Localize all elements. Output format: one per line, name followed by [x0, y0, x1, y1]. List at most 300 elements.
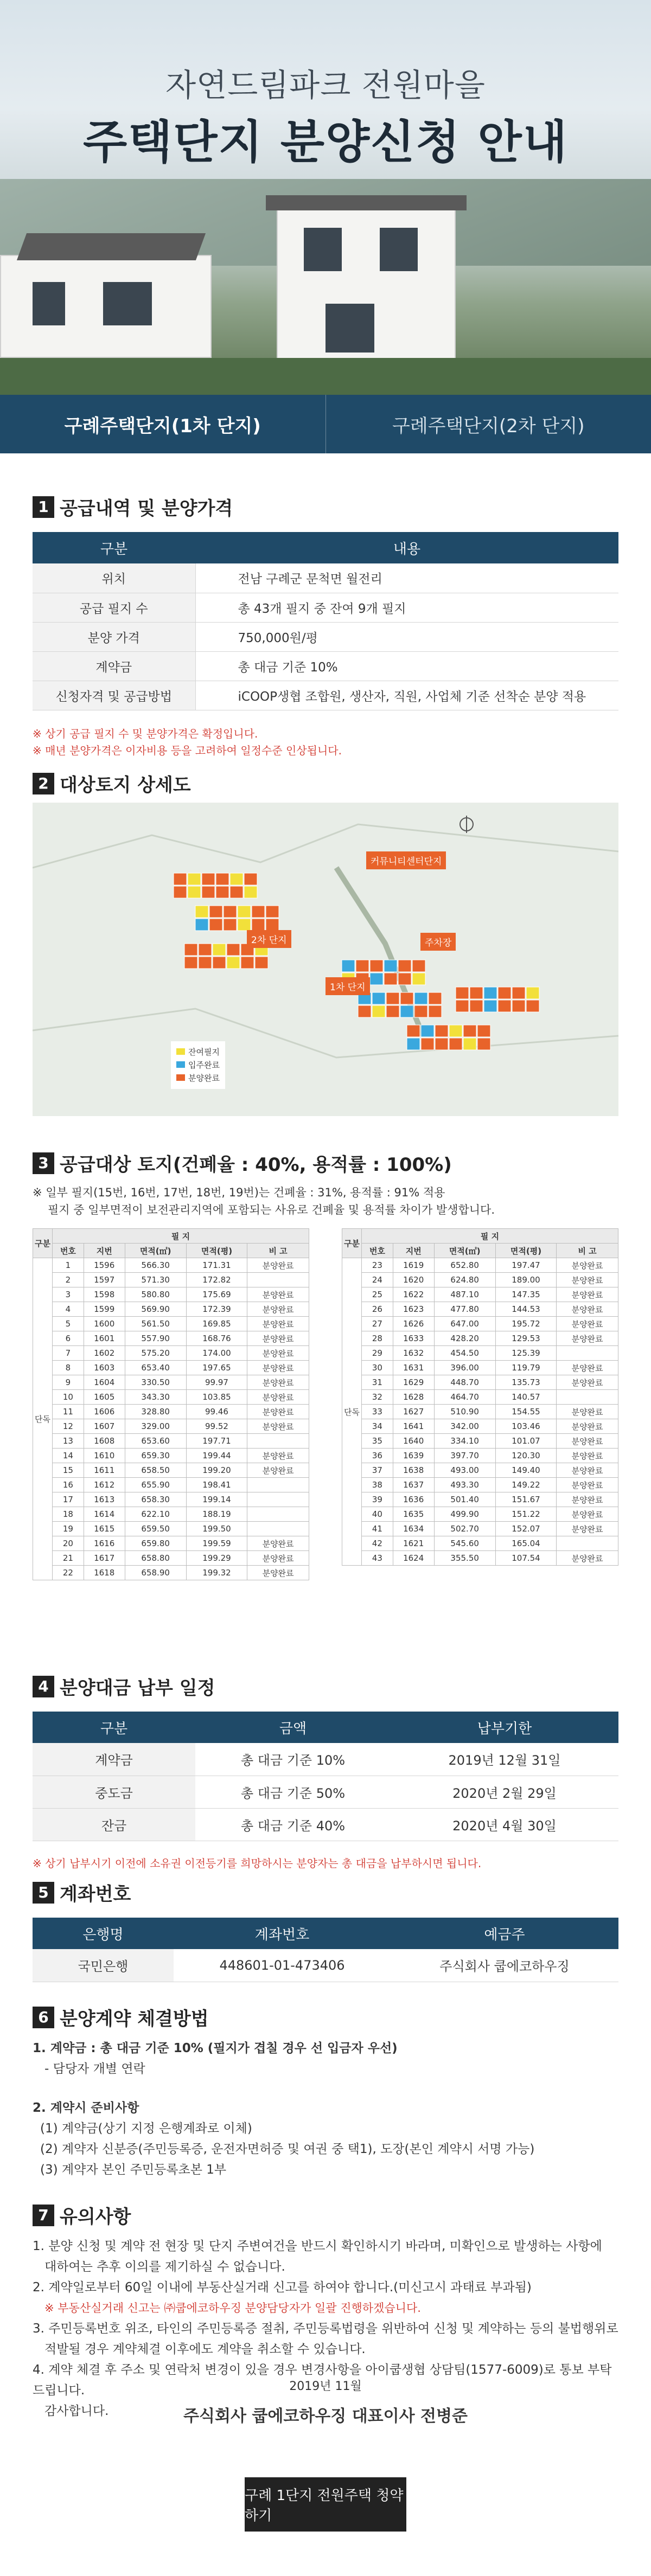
table-cell: 1635	[393, 1507, 434, 1522]
table-row	[33, 1375, 309, 1390]
map-lot	[449, 1025, 462, 1037]
table-cell: 561.50	[125, 1317, 186, 1331]
map-lot	[498, 1000, 511, 1012]
table-cell: 분양완료	[557, 1492, 618, 1507]
table-cell: 1631	[393, 1361, 434, 1375]
map-lot	[358, 1005, 371, 1017]
table-cell: 1614	[84, 1507, 125, 1522]
table-cell: 24	[362, 1273, 393, 1287]
table-header: 지번	[84, 1244, 125, 1258]
table-cell: 199.50	[186, 1522, 247, 1536]
table-cell: 1607	[84, 1419, 125, 1434]
tab-phase1[interactable]: 구례주택단지(1차 단지)	[0, 395, 326, 453]
map-lot	[356, 960, 369, 972]
notice-line: 2. 계약일로부터 60일 이내에 부동산실거래 신고를 하여야 합니다.(미신고시 과태료 부과됨)	[33, 2280, 532, 2295]
table-header: 지번	[393, 1244, 434, 1258]
table-cell: 653.60	[125, 1434, 186, 1449]
table-cell	[557, 1346, 618, 1361]
map-lot	[184, 944, 197, 956]
payment-note: ※ 상기 납부시기 이전에 소유권 이전등기를 희망하시는 분양자는 총 대금을 납부하시면 됩니다.	[33, 1856, 482, 1870]
map-lot	[209, 919, 222, 931]
footer-company: 주식회사 쿱에코하우징 대표이사 전병준	[183, 2407, 468, 2426]
table-cell: 분양 가격	[33, 622, 195, 651]
table-cell: 1611	[84, 1463, 125, 1478]
table-cell: 36	[362, 1449, 393, 1463]
section-heading	[33, 2202, 618, 2228]
table-row	[33, 1522, 309, 1536]
tab-phase2[interactable]: 구례주택단지(2차 단지)	[392, 415, 585, 437]
table-cell: 분양완료	[247, 1463, 309, 1478]
table-row	[33, 1331, 309, 1346]
table-cell: 129.53	[495, 1331, 556, 1346]
table-cell: 188.19	[186, 1507, 247, 1522]
map-lot	[266, 919, 279, 931]
section-heading	[33, 1879, 618, 1906]
table-cell: 149.40	[495, 1463, 556, 1478]
table-cell: 1	[53, 1258, 84, 1273]
table-cell: 343.30	[125, 1390, 186, 1405]
table-row	[342, 1463, 618, 1478]
table-row	[33, 1390, 309, 1405]
map-lot	[456, 1000, 469, 1012]
table-cell: 26	[362, 1302, 393, 1317]
table-cell: 103.46	[495, 1419, 556, 1434]
table-row	[342, 1551, 618, 1566]
table-cell: 1639	[393, 1449, 434, 1463]
house-left-roof	[17, 233, 206, 260]
table-cell: 175.69	[186, 1287, 247, 1302]
map-lot	[224, 919, 237, 931]
section-map	[33, 770, 618, 797]
table-header: 구분	[33, 1229, 53, 1258]
table-row	[342, 1273, 618, 1287]
table-cell: 487.10	[434, 1287, 495, 1302]
table-cell: 120.30	[495, 1449, 556, 1463]
contract-subitem: - 담당자 개별 연락	[44, 2062, 145, 2076]
table-cell: 37	[362, 1463, 393, 1478]
table-cell: 199.20	[186, 1463, 247, 1478]
table-cell: 16	[53, 1478, 84, 1492]
table-cell: 분양완료	[557, 1507, 618, 1522]
map-lot	[407, 1038, 420, 1050]
table-cell: 1617	[84, 1551, 125, 1566]
table-cell: 659.80	[125, 1536, 186, 1551]
table-cell: 502.70	[434, 1522, 495, 1536]
table-row	[342, 1317, 618, 1331]
section-number: 5	[33, 1882, 54, 1904]
map-lot	[188, 886, 201, 898]
section-account	[33, 1879, 618, 1982]
window	[33, 282, 65, 325]
table-cell: 분양완료	[247, 1551, 309, 1566]
map-lot	[386, 1005, 399, 1017]
table-cell: 1621	[393, 1536, 434, 1551]
table-cell: 28	[362, 1331, 393, 1346]
section-contract	[33, 2004, 618, 2180]
map-lot	[386, 992, 399, 1004]
table-row	[33, 1776, 618, 1808]
table-row	[33, 1551, 309, 1566]
table-cell: 750,000원/평	[195, 622, 618, 651]
map-lot	[484, 987, 497, 999]
table-cell: 99.52	[186, 1419, 247, 1434]
table-cell: 165.04	[495, 1536, 556, 1551]
map-lot	[174, 886, 187, 898]
map-lot	[213, 944, 226, 956]
table-cell: 1628	[393, 1390, 434, 1405]
table-cell: 199.14	[186, 1492, 247, 1507]
payment-table	[33, 1712, 618, 1841]
table-cell: 총 대금 기준 10%	[195, 651, 618, 681]
table-cell: 152.07	[495, 1522, 556, 1536]
map-lot	[398, 960, 411, 972]
legend-swatch	[176, 1061, 185, 1068]
table-header: 면적(㎡)	[434, 1244, 495, 1258]
table-row	[342, 1375, 618, 1390]
table-cell: 분양완료	[247, 1449, 309, 1463]
table-cell: 355.50	[434, 1551, 495, 1566]
table-cell: 569.90	[125, 1302, 186, 1317]
table-cell: 1640	[393, 1434, 434, 1449]
map-lot	[252, 906, 265, 918]
lot-table-right	[342, 1228, 618, 1566]
table-row	[342, 1390, 618, 1405]
table-header: 비 고	[247, 1244, 309, 1258]
table-cell: 2020년 2월 29일	[391, 1776, 618, 1808]
map-lot	[477, 1038, 490, 1050]
table-cell: 42	[362, 1536, 393, 1551]
table-cell: 154.55	[495, 1405, 556, 1419]
table-cell: 분양완료	[557, 1258, 618, 1273]
table-header: 내용	[195, 532, 618, 563]
contract-subitem: (1) 계약금(상기 지정 은행계좌로 이체)	[40, 2122, 252, 2136]
section-title: 대상토지 상세도	[60, 774, 191, 796]
map-lot	[412, 973, 425, 985]
table-cell: 99.46	[186, 1405, 247, 1419]
section-number: 3	[33, 1152, 54, 1174]
map-lot	[526, 987, 539, 999]
map-lot	[238, 906, 251, 918]
contract-subitem: (2) 계약자 신분증(주민등록증, 운전자면허증 및 여권 중 택1), 도장(본인 계약시 서명 가능)	[40, 2142, 535, 2156]
table-cell: 위치	[33, 563, 195, 593]
table-cell: 34	[362, 1419, 393, 1434]
table-cell: 1603	[84, 1361, 125, 1375]
table-row	[33, 1287, 309, 1302]
map-lot	[227, 944, 240, 956]
map-lot	[463, 1038, 476, 1050]
table-cell: 4	[53, 1302, 84, 1317]
table-cell	[557, 1536, 618, 1551]
table-cell: 328.80	[125, 1405, 186, 1419]
table-cell: 25	[362, 1287, 393, 1302]
lot-group: 단독	[342, 1258, 362, 1566]
map-lot	[449, 1038, 462, 1050]
table-cell: 23	[362, 1258, 393, 1273]
table-cell: 1615	[84, 1522, 125, 1536]
map-lot	[435, 1038, 448, 1050]
table-cell: 2020년 4월 30일	[391, 1808, 618, 1841]
table-cell: 1641	[393, 1419, 434, 1434]
window	[304, 228, 342, 271]
table-cell: 197.47	[495, 1258, 556, 1273]
table-cell	[247, 1492, 309, 1507]
label-parking: 주차장	[420, 933, 456, 951]
table-cell: 125.39	[495, 1346, 556, 1361]
table-cell: 6	[53, 1331, 84, 1346]
table-cell: 분양완료	[247, 1536, 309, 1551]
table-cell: 계약금	[33, 651, 195, 681]
table-cell: 분양완료	[557, 1405, 618, 1419]
table-cell: 총 대금 기준 50%	[195, 1776, 391, 1808]
table-cell: 계약금	[33, 1743, 195, 1776]
table-cell: 분양완료	[247, 1287, 309, 1302]
table-cell: 448.70	[434, 1375, 495, 1390]
table-row	[33, 1566, 309, 1580]
supply-note: ※ 매년 분양가격은 이자비용 등을 고려하여 일정수준 인상됩니다.	[33, 744, 342, 757]
table-cell	[247, 1273, 309, 1287]
table-cell: 571.30	[125, 1273, 186, 1287]
table-cell: 647.00	[434, 1317, 495, 1331]
table-cell: 135.73	[495, 1375, 556, 1390]
table-cell: 1604	[84, 1375, 125, 1390]
site-map-drawing	[33, 803, 618, 1116]
table-row	[342, 1449, 618, 1463]
table-cell: 18	[53, 1507, 84, 1522]
section-number: 2	[33, 773, 54, 794]
map-lot	[241, 957, 254, 969]
table-cell: 총 43개 필지 중 잔여 9개 필지	[195, 593, 618, 622]
map-lot	[498, 987, 511, 999]
section-number: 6	[33, 2007, 54, 2028]
table-header: 비 고	[557, 1244, 618, 1258]
table-cell: 168.76	[186, 1331, 247, 1346]
table-row	[342, 1522, 618, 1536]
table-row	[33, 1434, 309, 1449]
table-cell: 493.30	[434, 1478, 495, 1492]
table-cell: 149.22	[495, 1478, 556, 1492]
table-cell: 1613	[84, 1492, 125, 1507]
table-cell: 1627	[393, 1405, 434, 1419]
table-cell	[247, 1507, 309, 1522]
table-row	[33, 1317, 309, 1331]
map-lot	[370, 960, 383, 972]
table-cell: 분양완료	[557, 1478, 618, 1492]
table-cell: 107.54	[495, 1551, 556, 1566]
account-table	[33, 1918, 618, 1982]
table-cell: 11	[53, 1405, 84, 1419]
table-header: 구분	[342, 1229, 362, 1258]
legend-item	[176, 1072, 220, 1085]
map-lot	[244, 886, 257, 898]
table-cell: 분양완료	[247, 1375, 309, 1390]
map-lot	[230, 886, 243, 898]
apply-button[interactable]: 구례 1단지 전원주택 청약하기	[245, 2477, 406, 2532]
table-cell: 분양완료	[557, 1273, 618, 1287]
table-cell: 658.90	[125, 1566, 186, 1580]
table-cell: 199.59	[186, 1536, 247, 1551]
table-row	[33, 1478, 309, 1492]
map-lot	[398, 973, 411, 985]
map-lot	[230, 873, 243, 885]
label-phase2: 2차 단지	[247, 930, 291, 948]
map-lot	[213, 957, 226, 969]
table-cell: 31	[362, 1375, 393, 1390]
table-row	[342, 1536, 618, 1551]
notice-line: 적발될 경우 계약체결 이후에도 계약을 취소할 수 있습니다.	[44, 2342, 366, 2356]
table-cell: 652.80	[434, 1258, 495, 1273]
table-cell: 5	[53, 1317, 84, 1331]
table-cell: 1599	[84, 1302, 125, 1317]
table-row	[33, 1492, 309, 1507]
table-cell: 분양완료	[247, 1390, 309, 1405]
table-cell: 분양완료	[557, 1287, 618, 1302]
table-cell: 분양완료	[247, 1566, 309, 1580]
table-cell: 전남 구례군 문척면 월전리	[195, 563, 618, 593]
table-cell: 1610	[84, 1449, 125, 1463]
table-cell	[247, 1478, 309, 1492]
contract-item: 2. 계약시 준비사항	[33, 2101, 139, 2115]
table-row	[33, 1949, 618, 1982]
table-cell: 40	[362, 1507, 393, 1522]
table-cell: 659.50	[125, 1522, 186, 1536]
table-cell: 199.44	[186, 1449, 247, 1463]
table-row	[342, 1478, 618, 1492]
map-lot	[266, 906, 279, 918]
table-cell: 99.97	[186, 1375, 247, 1390]
map-lot	[195, 906, 208, 918]
table-row	[33, 1743, 618, 1776]
section-supply	[33, 494, 618, 759]
table-cell: 분양완료	[557, 1522, 618, 1536]
table-cell: 197.65	[186, 1361, 247, 1375]
table-cell: 10	[53, 1390, 84, 1405]
map-lot	[227, 957, 240, 969]
table-cell: iCOOP생협 조합원, 생산자, 직원, 사업체 기준 선착순 분양 적용	[195, 681, 618, 710]
lot-table-left	[33, 1228, 309, 1580]
table-cell: 172.39	[186, 1302, 247, 1317]
map-lot	[174, 873, 187, 885]
table-cell: 1622	[393, 1287, 434, 1302]
map-lot	[188, 873, 201, 885]
legend-swatch	[176, 1048, 185, 1055]
table-cell: 1623	[393, 1302, 434, 1317]
table-cell: 중도금	[33, 1776, 195, 1808]
map-lot	[372, 1005, 385, 1017]
table-cell: 분양완료	[557, 1449, 618, 1463]
table-cell: 1616	[84, 1536, 125, 1551]
lot-note: 필지 중 일부면적이 보전관리지역에 포함되는 사유로 건폐율 및 용적률 차이가 발생합니다.	[48, 1203, 495, 1216]
map-lot	[477, 1025, 490, 1037]
table-row	[33, 1346, 309, 1361]
table-cell	[247, 1522, 309, 1536]
table-cell: 1612	[84, 1478, 125, 1492]
map-lot	[526, 1000, 539, 1012]
table-cell: 1624	[393, 1551, 434, 1566]
window	[103, 282, 152, 325]
table-cell: 1632	[393, 1346, 434, 1361]
table-cell: 2019년 12월 31일	[391, 1743, 618, 1776]
table-cell: 38	[362, 1478, 393, 1492]
table-cell: 493.00	[434, 1463, 495, 1478]
table-cell: 41	[362, 1522, 393, 1536]
table-cell: 분양완료	[557, 1434, 618, 1449]
table-cell: 1633	[393, 1331, 434, 1346]
table-cell: 397.70	[434, 1449, 495, 1463]
table-cell: 501.40	[434, 1492, 495, 1507]
table-cell: 14	[53, 1449, 84, 1463]
contract-item: 1. 계약금 : 총 대금 기준 10% (필지가 겹칠 경우 선 입금자 우선)	[33, 2041, 398, 2055]
map-lot	[407, 1025, 420, 1037]
label-community: 커뮤니티센터단지	[366, 851, 446, 869]
map-lot	[372, 992, 385, 1004]
table-cell: 1601	[84, 1331, 125, 1346]
section-payment	[33, 1673, 618, 1872]
table-row	[342, 1419, 618, 1434]
table-cell: 분양완료	[247, 1331, 309, 1346]
table-cell: 499.90	[434, 1507, 495, 1522]
table-cell: 144.53	[495, 1302, 556, 1317]
table-row	[33, 1273, 309, 1287]
section-heading	[33, 1673, 618, 1700]
table-cell: 1602	[84, 1346, 125, 1361]
bank-name: 국민은행	[33, 1949, 174, 1982]
table-cell: 1620	[393, 1273, 434, 1287]
table-cell: 199.32	[186, 1566, 247, 1580]
table-row	[342, 1287, 618, 1302]
table-cell: 분양완료	[557, 1331, 618, 1346]
legend-label: 잔여필지	[188, 1047, 220, 1057]
table-cell: 22	[53, 1566, 84, 1580]
table-cell: 545.60	[434, 1536, 495, 1551]
table-row	[33, 1536, 309, 1551]
table-cell: 334.10	[434, 1434, 495, 1449]
table-row	[33, 1419, 309, 1434]
map-lot	[435, 1025, 448, 1037]
table-row	[342, 1405, 618, 1419]
table-cell: 172.82	[186, 1273, 247, 1287]
complex-tabs	[0, 395, 651, 453]
table-cell: 330.50	[125, 1375, 186, 1390]
section-heading	[33, 2004, 618, 2030]
map-lot	[463, 1025, 476, 1037]
table-cell: 1637	[393, 1478, 434, 1492]
map-lot	[412, 960, 425, 972]
table-row	[33, 1463, 309, 1478]
section-number: 4	[33, 1676, 54, 1697]
table-row	[342, 1331, 618, 1346]
table-header: 구분	[33, 532, 195, 563]
lawn	[0, 358, 651, 395]
table-cell: 1596	[84, 1258, 125, 1273]
notice-line: 4. 계약 체결 후 주소 및 연락처 변경이 있을 경우 변경사항을 아이쿱생협 상담팀(1577-6009)로 통보 부탁드립니다.	[33, 2363, 612, 2398]
table-cell	[557, 1390, 618, 1405]
table-cell: 분양완료	[247, 1419, 309, 1434]
table-cell: 151.67	[495, 1492, 556, 1507]
table-cell: 653.40	[125, 1361, 186, 1375]
table-cell: 21	[53, 1551, 84, 1566]
table-cell: 분양완료	[247, 1258, 309, 1273]
map-legend	[171, 1041, 225, 1089]
table-cell: 624.80	[434, 1273, 495, 1287]
section-number: 1	[33, 496, 54, 518]
table-cell: 428.20	[434, 1331, 495, 1346]
table-cell: 분양완료	[557, 1361, 618, 1375]
table-cell: 658.50	[125, 1463, 186, 1478]
table-header: 예금주	[391, 1918, 618, 1949]
table-cell: 329.00	[125, 1419, 186, 1434]
table-cell: 1629	[393, 1375, 434, 1390]
table-cell: 147.35	[495, 1287, 556, 1302]
